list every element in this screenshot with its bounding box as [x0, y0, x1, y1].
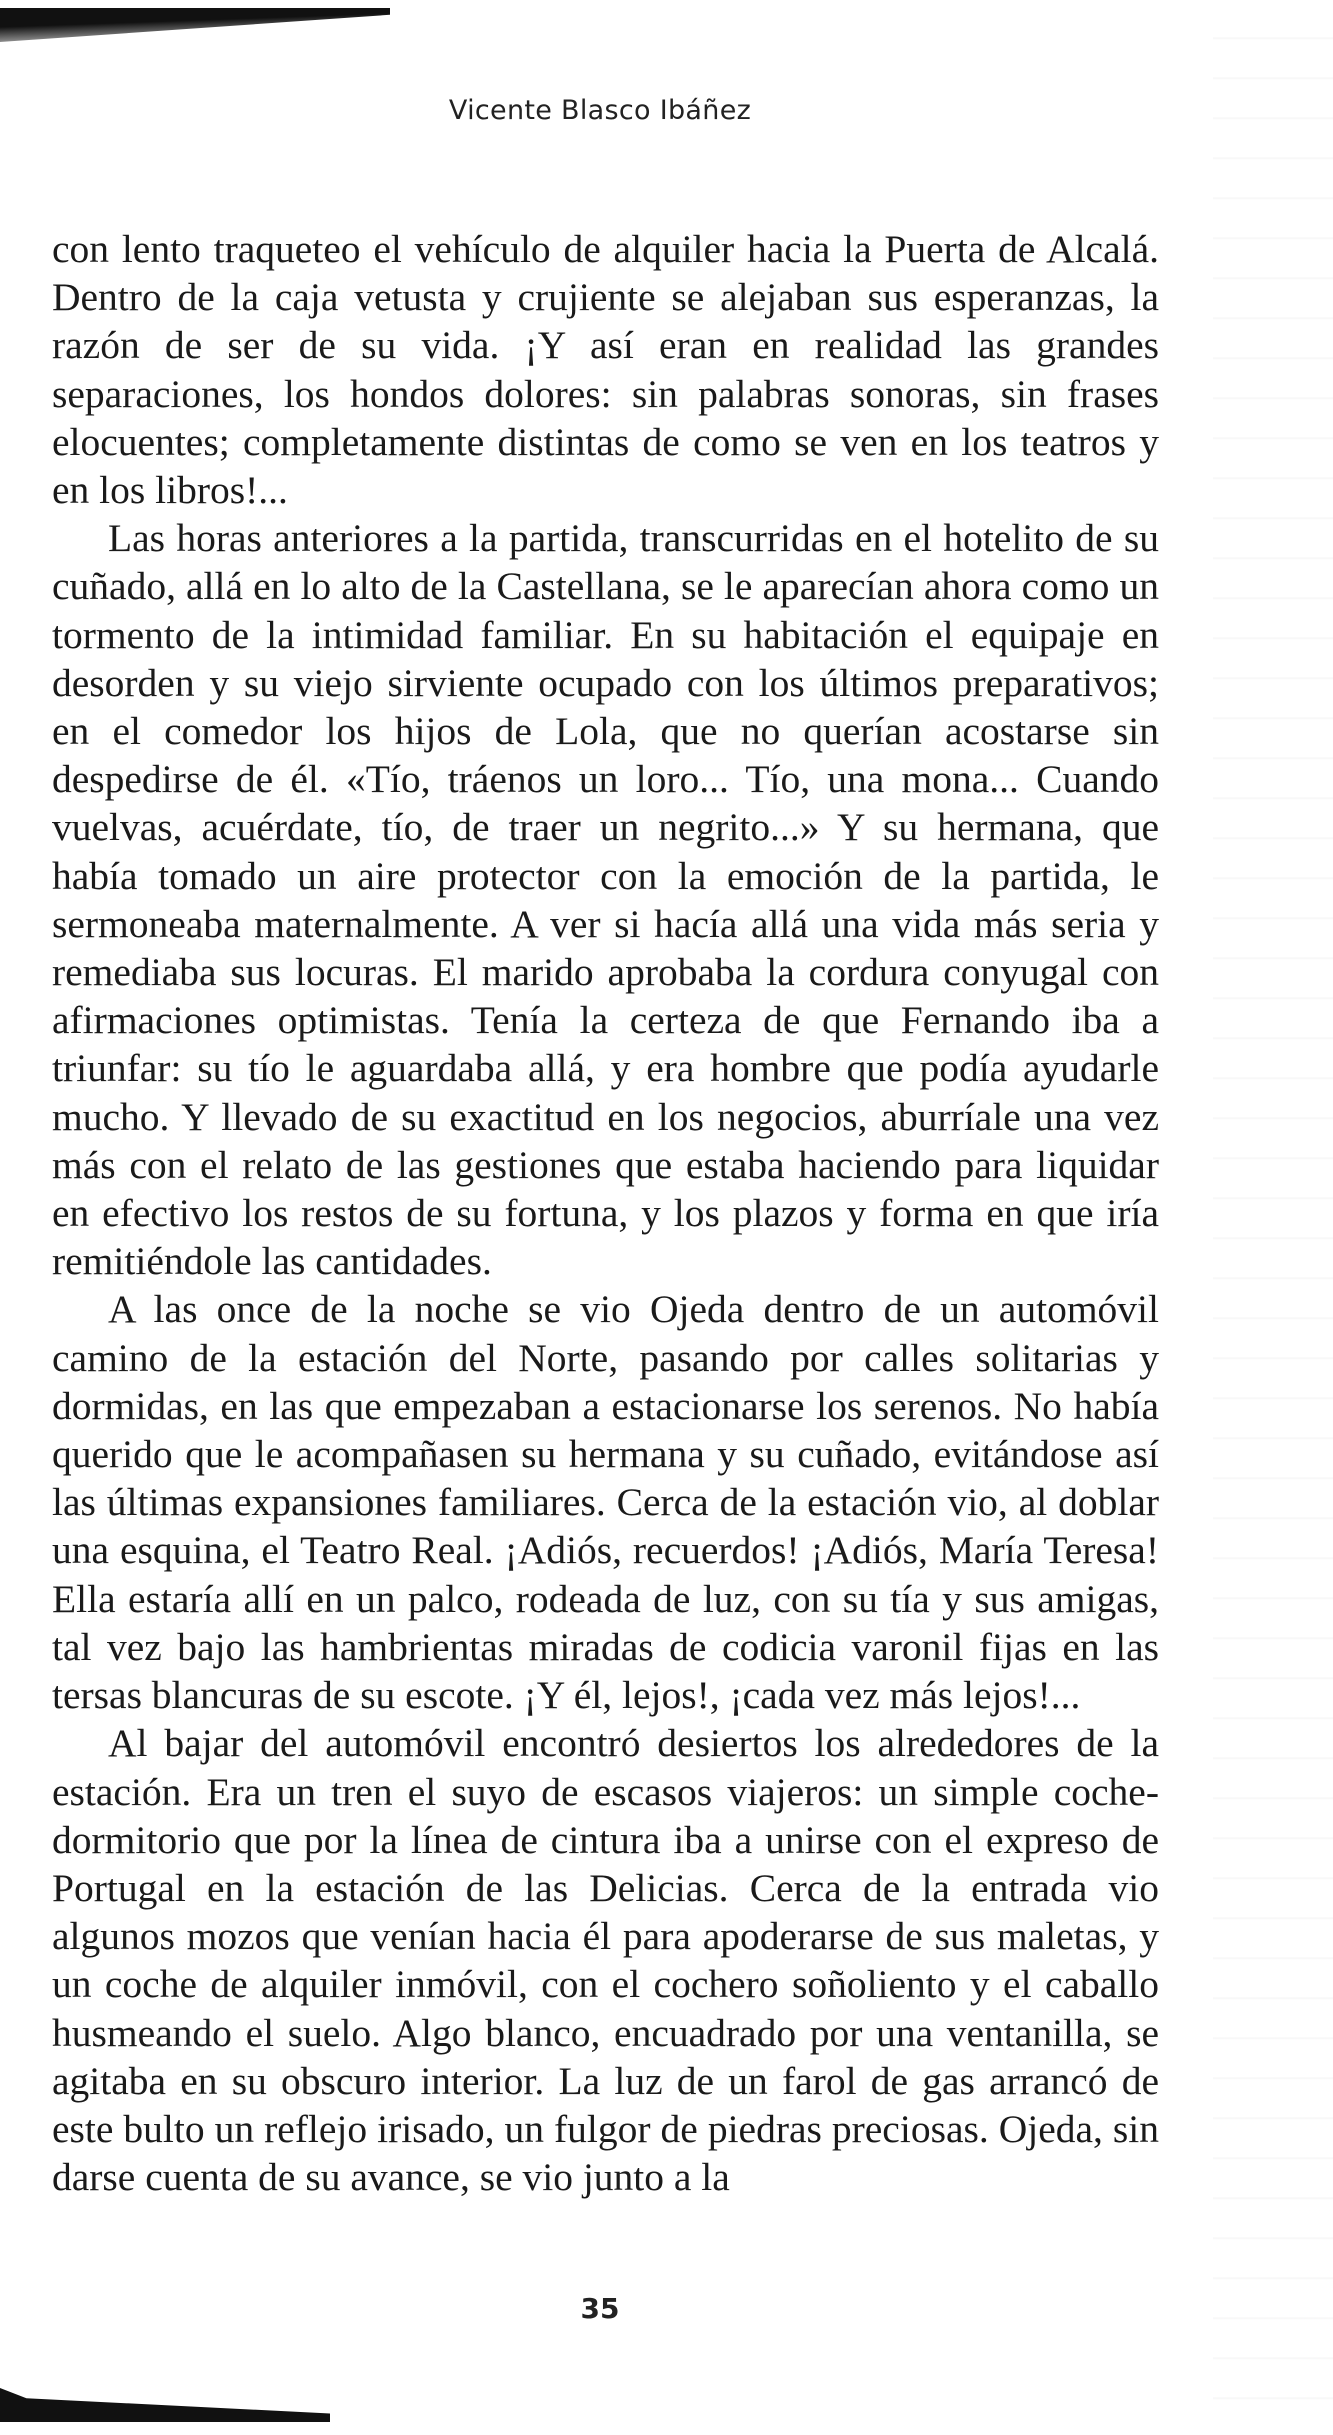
paragraph: Las horas anteriores a la partida, transcurridas en el hotelito de su cuñado, allá en lo alto de la Castellana, se le aparecían ahora como un tormento de la intimidad familiar. En su habitación el equipaje en desorden y su viejo sirviente ocupado con los últimos preparativos; en el comedor los hijos de Lola, que no querían acostarse sin despedirse de él. «Tío, tráenos un loro... Tío, una mona... Cuando vuelvas, acuérdate, tío, de traer un negrito...» Y su hermana, que había tomado un aire protector con la emoción de la partida, le sermoneaba maternalmente. A ver si hacía allá una vida más seria y remediaba sus locuras. El marido aprobaba la cordura conyugal con afirmaciones optimistas. Tenía la certeza de que Fernando iba a triunfar: su tío le aguardaba allá, y era hombre que podía ayudarle mucho. Y llevado de su exactitud en los negocios, aburríale una vez más con el relato de las gestiones que estaba haciendo para liquidar en efectivo los restos de su fortuna, y los plazos y forma en que iría remitiéndole las cantidades. [52, 516, 1159, 1284]
scan-edge-shadow-top [0, 8, 390, 42]
paragraph: Al bajar del automóvil encontró desiertos los alrededores de la estación. Era un tren el suyo de escasos viajeros: un simple coche-dormitorio que por la línea de cintura iba a unirse con el expreso de Portugal en la estación de las Delicias. Cerca de la entrada vio algunos mozos que venían hacia él para apoderarse de sus maletas, y un coche de alquiler inmóvil, con el cochero soñoliento y el caballo husmeando el suelo. Algo blanco, encuadrado por una ventanilla, se agitaba en su obscuro interior. La luz de un farol de gas arrancó de este bulto un reflejo irisado, un fulgor de piedras preciosas. Ojeda, sin darse cuenta de su avance, se vio junto a la [52, 1721, 1159, 2200]
paragraph: con lento traqueteo el vehículo de alquiler hacia la Puerta de Alcalá. Dentro de la caja vetusta y crujiente se alejaban sus esperanzas, la razón de ser de su vida. ¡Y así eran en realidad las grandes separaciones, los hondos dolores: sin palabras sonoras, sin frases elocuentes; completamente distintas de como se ven en los teatros y en los libros!... [52, 227, 1159, 513]
paragraph: A las once de la noche se vio Ojeda dentro de un automóvil camino de la estación del Norte, pasando por calles solitarias y dormidas, en las que empezaban a estacionarse los serenos. No había querido que le acompañasen su hermana y su cuñado, evitándose así las últimas expansiones familiares. Cerca de la estación vio, al doblar una esquina, el Teatro Real. ¡Adiós, recuerdos! ¡Adiós, María Teresa! Ella estaría allí en un palco, rodeada de luz, con su tía y sus amigas, tal vez bajo las hambrientas miradas de codicia varonil fijas en las tersas blancuras de su escote. ¡Y él, lejos!, ¡cada vez más lejos!... [52, 1287, 1159, 1718]
body-text [52, 225, 1159, 2201]
scan-edge-shadow-bottom [0, 2388, 330, 2422]
page-number: 35 [580, 2292, 620, 2325]
scan-noise [1213, 0, 1333, 2435]
running-head: Vicente Blasco Ibáñez [448, 95, 752, 126]
